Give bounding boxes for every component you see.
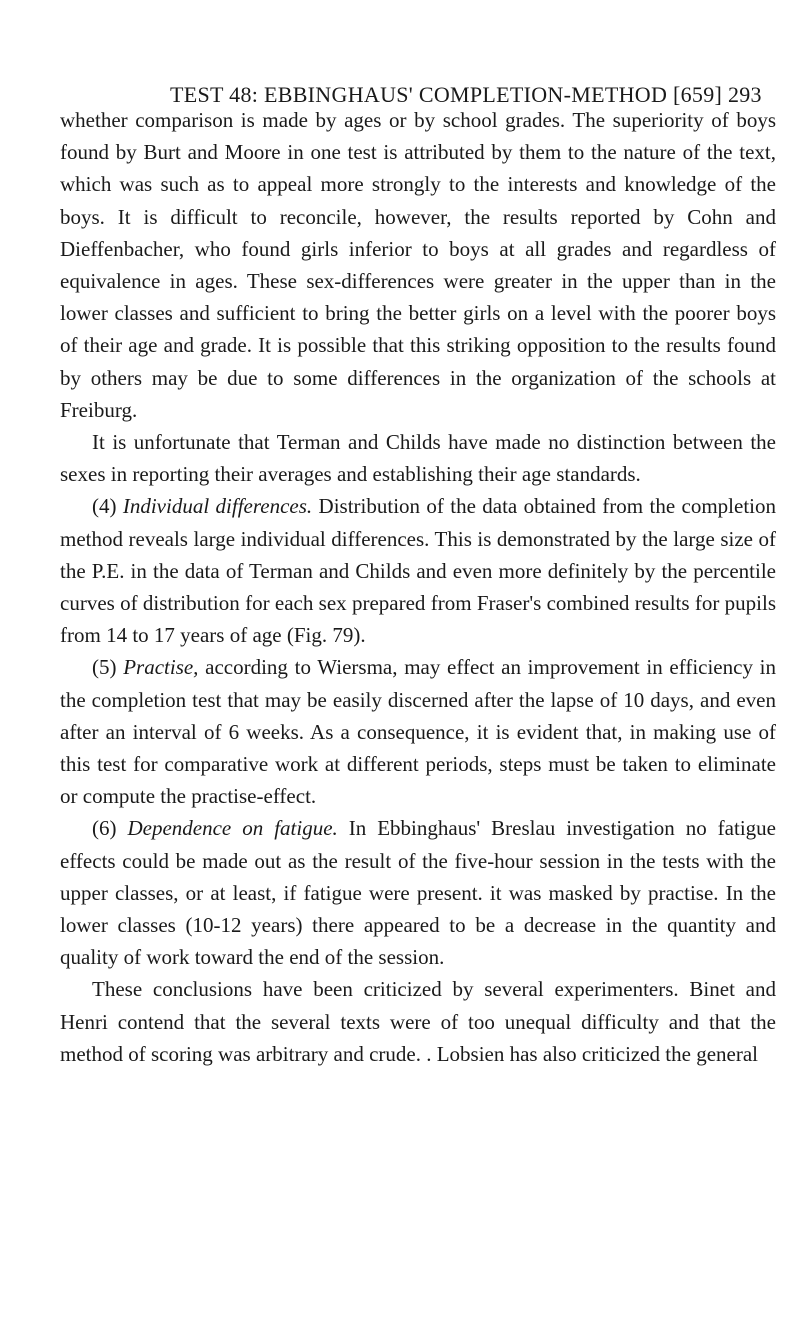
section-ref: [659] xyxy=(672,82,723,107)
item-number: (5) xyxy=(92,655,124,680)
paragraph-body: Distribution of the data obtained from the completion method reveals large individual differences. This is demonstrated by the large size of the P.E. in the data of Terman and Childs and even more definitely by the percentile curves of distribution for each sex prepared from Fraser's combined results for pupils from 14 to 17 years of age (Fig. 79). xyxy=(60,494,776,648)
body-text xyxy=(60,104,776,1070)
paragraph-sex-differences: whether comparison is made by ages or by school grades. The superiority of boys found by Burt and Moore in one test is attributed by them to the nature of the text, which was such as to appeal more strongly to the interests and knowledge of the boys. It is difficult to reconcile, however, the results reported by Cohn and Dieffenbacher, who found girls inferior to boys at all grades and regardless of equivalence in ages. These sex-differences were greater in the upper than in the lower classes and sufficient to bring the better girls on a level with the poorer boys of their age and grade. It is possible that this striking opposition to the results found by others may be due to some differences in the organization of the schools at Freiburg. xyxy=(60,108,776,422)
item-number: (6) xyxy=(92,816,128,841)
page-number: 293 xyxy=(727,82,762,107)
item-number: (4) xyxy=(92,494,123,519)
header-title: EBBINGHAUS' COMPLETION-METHOD xyxy=(264,82,668,107)
section-heading-individual-differences: Individual differences. xyxy=(122,494,313,519)
paragraph-terman-childs: It is unfortunate that Terman and Childs have made no distinction between the sexes in reporting their averages and establishing their age standards. xyxy=(60,430,776,487)
paragraph-criticisms: These conclusions have been criticized by several experimenters. Binet and Henri contend that the several texts were of too unequal difficulty and that the method of scoring was arbitrary and crude. . Lobsien has also criticized the general xyxy=(60,977,776,1066)
header-separator: : xyxy=(251,82,259,107)
paragraph-fatigue xyxy=(60,812,776,973)
section-heading-practise: Practise, xyxy=(123,655,199,680)
test-label: TEST 48 xyxy=(170,82,252,107)
paragraph-practise xyxy=(60,651,776,812)
paragraph-body: according to Wiersma, may effect an improvement in efficiency in the completion test that may be easily discerned after the lapse of 10 days, and even after an interval of 6 weeks. As a consequence, it is evident that, in making use of this test for comparative work at different periods, steps must be taken to eliminate or compute the practise-effect. xyxy=(60,655,776,809)
section-heading-fatigue: Dependence on fatigue. xyxy=(127,816,338,841)
paragraph-individual-differences xyxy=(60,490,776,651)
paragraph-body: In Ebbinghaus' Breslau investigation no fatigue effects could be made out as the result of the five-hour session in the tests with the upper classes, or at least, if fatigue were present. it was masked by practise. In the lower classes (10-12 years) there appeared to be a decrease in the quantity and quality of work toward the end of the session. xyxy=(60,816,776,970)
